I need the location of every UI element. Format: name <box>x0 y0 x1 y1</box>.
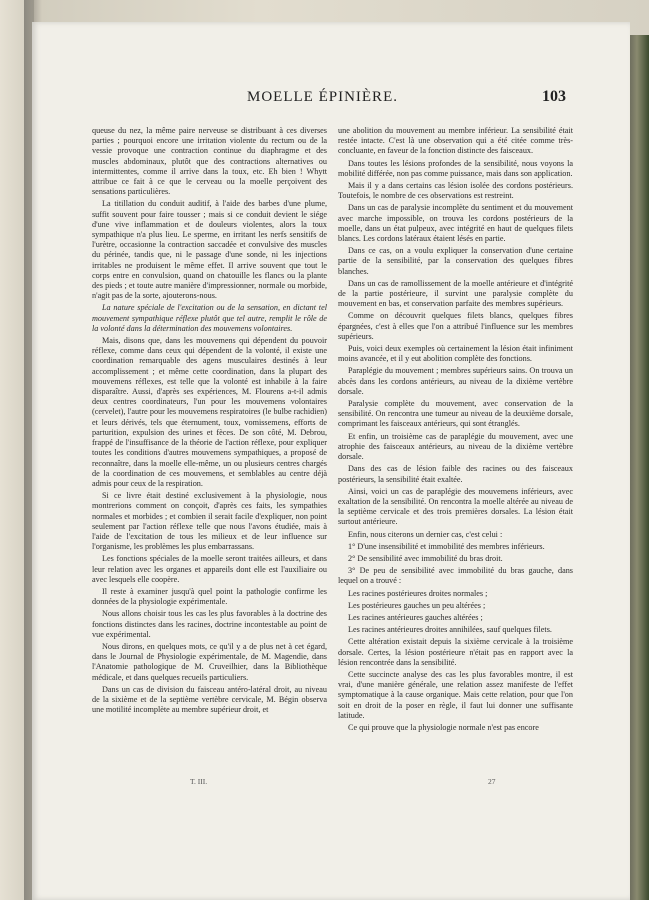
paragraph: Mais, disons que, dans les mouvemens qui dépendent du pouvoir réflexe, comme dans ceux qui dépendent de la volonté, il existe une coordination remarquable des agens musculaires destinés à leur accomplissement ; et même cette coordination, dans la plupart des mouvemens réflexes, est telle que la volonté est inhabile à la faire disparaître. Aussi, d'après ses expériences, M. Flourens a-t-il admis deux centres coordinateurs, l'un pour les mouvemens volontaires (cervelet), l'autre pour les mouvemens respiratoires (le bulbe rachidien) et leurs dérivés, tels que éternument, toux, vomissemens, efforts de parturition, expulsion des urines et fèces. De son côté, M. Debrou, frappé de l'insuffisance de la théorie de l'action réflexe, pour expliquer toutes les conditions d'autres mouvemens sympathiques, a proposé de reconnaître, dans la moelle elle-même, un ou plusieurs centres chargés de la coordination de ces mouvemens, et semblables au centre déjà admis pour ceux de la respiration. <box>92 336 327 488</box>
paragraph: Dans un cas de division du faisceau antéro-latéral droit, au niveau de la sixième et de la septième vertèbre cervicale, M. Bégin observa une motilité incomplète au membre supérieur droit, et <box>92 684 327 715</box>
paragraph: Dans des cas de lésion faible des racines ou des faisceaux postérieurs, la sensibilité était exaltée. <box>338 464 573 484</box>
paragraph: 1° D'une insensibilité et immobilité des membres inférieurs. <box>348 541 545 551</box>
paragraph: Dans un cas de ramollissement de la moelle antérieure et d'intégrité de la partie postérieure, il survint une paralysie complète du mouvement en bas, et conservation parfaite des membres supérieurs. <box>338 278 573 309</box>
paragraph: Enfin, nous citerons un dernier cas, c'est celui : <box>348 529 503 539</box>
paragraph: 2° De sensibilité avec immobilité du bras droit. <box>348 553 503 563</box>
running-head <box>32 86 630 108</box>
gathering-number: 27 <box>488 777 496 786</box>
right-text-column <box>338 126 573 776</box>
paragraph: Ainsi, voici un cas de paraplégie des mouvemens inférieurs, avec exaltation de la sensibilité. On rencontra la moelle altérée au niveau de la septième cervicale et des trois premières dorsales. La lésion était surtout antérieure. <box>338 486 573 527</box>
paragraph: Les racines postérieures droites normales ; <box>348 588 488 598</box>
page-number: 103 <box>542 88 566 105</box>
paragraph: Les fonctions spéciales de la moelle seront traitées ailleurs, et dans leur relation avec les organes et appareils dont elle est l'auxiliaire ou avec lesquels elle coopère. <box>92 554 327 584</box>
running-head-title: MOELLE ÉPINIÈRE. <box>247 89 398 105</box>
paragraph: 3° De peu de sensibilité avec immobilité du bras gauche, dans lequel on a trouvé : <box>338 566 573 586</box>
paragraph: Nous allons choisir tous les cas les plus favorables à la doctrine des fonctions distinctes dans les racines, doctrine incontestable au point de vue expérimental. <box>92 609 327 639</box>
paragraph: La titillation du conduit auditif, à l'aide des barbes d'une plume, suffit souvent pour faire tousser ; mais si ce conduit devient le siége d'une vive inflammation et de douleurs violentes, alors la toux sympathique n'a plus lieu. Le sperme, en irritant les nerfs sensitifs de l'urètre, occasionne la contraction saccadée et convulsive des muscles du périnée, tandis que, ni le passage d'une sonde, ni les injections irritables ne produisent le même effet. Il arrive souvent que tout le corps entre en convulsion, quand on chatouille les flancs ou la plante des pieds ; et toute autre manière d'impressionner, normale ou morbide, n'agit pas de la sorte, ajouterons-nous. <box>92 199 327 301</box>
paragraph: Comme on découvrit quelques filets blancs, quelques fibres épargnées, c'est à elles que l'on a attribué l'influence sur les membres supérieurs. <box>338 311 573 341</box>
paragraph: Nous dirons, en quelques mots, ce qu'il y a de plus net à cet égard, dans le Journal de Physiologie expérimentale, de M. Magendie, dans l'Anatomie pathologique de M. Cruveilhier, dans la Bibliothèque médicale, et dans quelques recueils particuliers. <box>92 641 327 682</box>
paragraph: une abolition du mouvement au membre inférieur. La sensibilité était restée intacte. C'est là une observation qui a été citée comme très-concluante, en faveur de la fonction distincte des faisceaux. <box>338 126 573 156</box>
signature-mark: T. III. <box>190 777 208 786</box>
paragraph: La nature spéciale de l'excitation ou de la sensation, en dictant tel mouvement sympathique réflexe plutôt que tel autre, remplit le rôle de la volonté dans la détermination des mouvemens volontaires. <box>92 303 327 333</box>
left-text-column <box>92 126 327 776</box>
paragraph: Et enfin, un troisième cas de paraplégie du mouvement, avec une atrophie des faisceaux antérieurs, au niveau de la dixième vertèbre dorsale. <box>338 431 573 462</box>
paragraph: Paralysie complète du mouvement, avec conservation de la sensibilité. On rencontra une tumeur au niveau de la deuxième dorsale, comprimant les faisceaux antérieurs, qui sont étranglés. <box>338 399 573 429</box>
paragraph: Les racines antérieures gauches altérées ; <box>348 612 483 622</box>
paragraph: Cette succincte analyse des cas les plus favorables montre, il est vrai, d'une manière générale, une relation assez manifeste de l'effet symptomatique à la cause organique. Mais cette relation, pour que l'on soit en droit de la poser en règle, il faut lui donner une suffisante latitude. <box>338 669 573 720</box>
paragraph: Il reste à examiner jusqu'à quel point la pathologie confirme les données de la physiologie expérimentale. <box>92 586 327 607</box>
paragraph: Cette altération existait depuis la sixième cervicale à la troisième dorsale. Certes, la lésion postérieure n'était pas en rapport avec la lésion rencontrée dans la sensibilité. <box>338 637 573 667</box>
paragraph: Mais il y a dans certains cas lésion isolée des cordons postérieurs. Toutefois, le nombre de ces observations est restreint. <box>338 181 573 201</box>
paragraph: Dans toutes les lésions profondes de la sensibilité, nous voyons la mobilité différée, non pas comme puissance, mais dans son application. <box>338 158 573 178</box>
paragraph: Puis, voici deux exemples où certainement la lésion était infiniment moins avancée, et il y eut abolition complète des fonctions. <box>338 344 573 364</box>
paragraph: queuse du nez, la même paire nerveuse se distribuant à ces diverses parties ; pourquoi encore une irritation violente du rectum ou de la vessie provoque une contraction continue du diaphragme et des muscles abdominaux, plutôt que des contractions alternatives ou intermittentes, comme il arrive dans la toux, etc. Eh bien ! Whytt attribue ce fait à ce que le cerveau ou la moelle perçoivent des sensations particulières. <box>92 126 327 197</box>
paragraph: Dans un cas de paralysie incomplète du sentiment et du mouvement avec marche impossible, on trouva les cordons postérieurs de la moelle, dans un état pulpeux, avec intégrité en haut de quelques filets blancs. Les cordons latéraux étaient lésés en partie. <box>338 203 573 244</box>
paragraph: Ce qui prouve que la physiologie normale n'est pas encore <box>348 722 539 732</box>
paragraph: Dans ce cas, on a voulu expliquer la conservation d'une certaine partie de la sensibilité, par la conservation des quelques fibres blanches. <box>338 246 573 276</box>
paragraph: Les racines antérieures droites annihilées, sauf quelques filets. <box>348 625 552 635</box>
paragraph: Si ce livre était destiné exclusivement à la physiologie, nous montrerions comment on conçoit, d'après ces faits, les sympathies normales et morbides ; et combien il serait facile d'expliquer, non point seulement par l'action réflexe telle que nous l'avons étudiée, mais à l'aide de l'excitation de tous les milieux et de leur influence sur l'organisme, les problèmes les plus embarrassans. <box>92 491 327 552</box>
paragraph: Les postérieures gauches un peu altérées ; <box>348 600 486 610</box>
paragraph: Paraplégie du mouvement ; membres supérieurs sains. On trouva un abcès dans les cordons antérieurs, au niveau de la dixième vertèbre dorsale. <box>338 366 573 396</box>
book-spine <box>629 35 649 900</box>
